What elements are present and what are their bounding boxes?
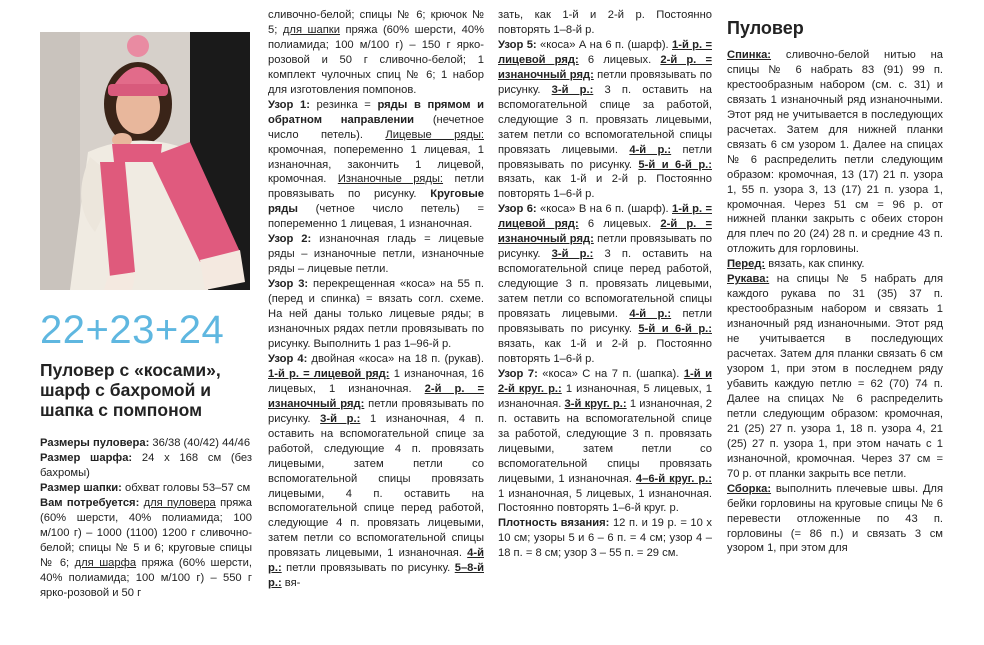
- pattern-5-row-3-text: 3 п. оставить на вспомогательной спице за работой, следующие 3 п. провязать лицевыми, затем петли со вспомогательной спицы провязать лицевыми.: [498, 83, 713, 156]
- pattern-4-row-3: 3-й р.:: [320, 412, 361, 425]
- assembly-paragraph: [727, 482, 943, 557]
- pattern-4-row-5-8-text: вя-: [284, 577, 301, 590]
- pattern-4-row-5-8: 5–8-й р.:: [268, 562, 485, 590]
- scarf-size-paragraph: [40, 451, 252, 481]
- pattern-4-label: Узор 4:: [268, 352, 308, 365]
- pattern-5-row-4-text: петли провязывать по рисунку.: [498, 143, 713, 171]
- materials-paragraph: [40, 496, 252, 601]
- materials-continued: [268, 8, 484, 98]
- pattern-title: Пуловер с «косами», шарф с бахромой и шапка с помпоном: [40, 360, 221, 420]
- pattern-7-round-4-6: 4–6-й круг. р.:: [635, 472, 712, 485]
- pattern-6-row-3: 3-й р.:: [551, 248, 594, 261]
- section-title-pullover: Пуловер: [727, 18, 804, 38]
- assembly-text: выполнить плечевые швы. Для бейки горловины на круговые спицы № 6 перевести отложенные по 43 п. горловины (= 86 п.) и связать 3 см узором 1, при этом для: [727, 482, 943, 555]
- pattern-4-text: двойная «коса» на 18 п. (рукав).: [311, 352, 485, 365]
- pattern-3-text: перекрещенная «коса» на 55 п. (перед и спинка) = вязать согл. схеме. На ней даны только лицевые ряды; в изнаночных рядах петли провязывать по рисунку. Выполнить 1 раз 1–96-й р.: [268, 278, 485, 350]
- column-2: [268, 8, 484, 591]
- pattern-6: [498, 202, 712, 366]
- hat-size-label: Размер шапки:: [40, 481, 122, 494]
- pattern-1-text: резинка =: [316, 98, 371, 111]
- sizes-paragraph: [40, 436, 252, 451]
- pattern-7: [498, 367, 712, 517]
- pattern-2: [268, 232, 484, 277]
- pattern-5-text: «коса» А на 6 п. (шарф).: [540, 38, 669, 51]
- scarf-size-label: Размер шарфа:: [40, 451, 133, 464]
- pattern-5-row-3: 3-й р.:: [551, 83, 594, 96]
- pattern-5: [498, 38, 712, 202]
- assembly-label: Сборка:: [727, 482, 772, 495]
- pattern-3-label: Узор 3:: [268, 278, 309, 291]
- pattern-7-round-1-2-text: 1 изнаночная, 5 лицевых, 1 изнаночная.: [498, 382, 712, 410]
- pattern-4: [268, 352, 484, 591]
- pattern-1: [268, 98, 484, 233]
- materials-cont-text: сливочно-белой; спицы № 6; крючок № 5;: [268, 9, 484, 36]
- pattern-4-row-2: 2-й р. = изнаночный ряд:: [268, 382, 485, 410]
- pattern-7-round-3: 3-й круг. р.:: [564, 397, 627, 410]
- materials-hat-text: пряжа (60% шерсти, 40% полиамида; 100 м/100 г) – 150 г ярко-розовой и 50 г сливочно-белой; 1 комплект чулочных спиц № 6; 1 набор для изготовления помпонов.: [268, 23, 485, 96]
- sizes-label: Размеры пуловера:: [40, 437, 150, 449]
- pattern-2-label: Узор 2:: [268, 233, 312, 246]
- pattern-4-continued: [498, 8, 712, 38]
- pattern-6-text: «коса» В на 6 п. (шарф).: [540, 203, 669, 216]
- sleeves-label: Рукава:: [727, 273, 770, 286]
- pattern-6-row-4-text: петли провязывать по рисунку.: [498, 308, 713, 336]
- pattern-7-text: «коса» С на 7 п. (шапка).: [542, 367, 680, 380]
- pattern-7-round-3-text: 1 изнаночная, 2 п. оставить на вспомогательной спице за работой, следующие 3 п. провязать лицевыми, затем петли со вспомогательной спицы провязать лицевыми, 1 изнаночная.: [498, 397, 712, 485]
- pattern-6-row-5-6: 5-й и 6-й р.:: [638, 323, 712, 336]
- pattern-1-note: (нечетное число петель).: [268, 113, 484, 141]
- back-text: сливочно-белой нитью на спицы № 6 набрать 83 (91) 99 п. крестообразным набором (см. с. 31) и связать 1 изнаночный ряд изнаночными. Этот ряд не учитывается в последующих расчетах. Затем для нижней планки связать 6 см узором 1. Далее на спицах № 6 распределить петли следующим образом: кромочная, 13 (17) 21 п. узора 1, 55 п. узора 3, 13 (17) 21 п. узора 1, кромочная. Через 51 см = 96 р. от нижней планки закрыть с обеих сторон для плеч по 20 (24) 28 п. и средние 43 п. отложить для горловины.: [727, 49, 944, 256]
- density-label: Плотность вязания:: [498, 517, 610, 530]
- pattern-6-row-2: 2-й р. = изнаночный ряд:: [498, 218, 712, 246]
- density-text: 12 п. и 19 р. = 10 х 10 см; узоры 5 и 6 – 6 п. = 4 см; узор 4 – 18 п. = 8 см; узор 3 – 55 п. = 29 см.: [498, 517, 713, 560]
- column-4: [727, 48, 943, 556]
- materials-scarf: для шарфа: [74, 556, 137, 569]
- pattern-4-row-3-text: 1 изнаночная, 4 п. оставить на вспомогательной спице за работой, следующие 4 п. провязать лицевыми, затем петли со вспомогательной спицы провязать лицевыми, 4 п. оставить на вспомогательной спице перед работой, следующие 4 п. провязать лицевыми, затем петли со вспомогательной спицы провязать лицевыми, 1 изнаночная.: [268, 412, 485, 560]
- column-1: [40, 436, 252, 600]
- pattern-5-row-5-6-text: вязать, как 1-й и 2-й р. Постоянно повторять 1–6-й р.: [498, 173, 712, 201]
- pattern-1-bold: ряды в прямом и обратном направлении: [268, 98, 484, 126]
- materials-label: Вам потребуется:: [40, 496, 140, 509]
- materials-hat: для шапки: [282, 23, 340, 36]
- pattern-6-row-4: 4-й р.:: [629, 308, 672, 321]
- purl-rows-label: Изнаночные ряды:: [337, 173, 444, 186]
- pattern-5-row-1: 1-й р. = лицевой ряд:: [498, 38, 712, 66]
- pattern-5-row-2-text: петли провязывать по рисунку.: [498, 68, 713, 96]
- pattern-6-row-5-6-text: вязать, как 1-й и 2-й р. Постоянно повторять 1–6-й р.: [498, 337, 712, 365]
- pattern-5-row-1-text: 6 лицевых.: [587, 53, 652, 66]
- pattern-3: [268, 277, 484, 352]
- hat-size-text: обхват головы 53–57 см: [125, 481, 251, 494]
- pattern-4-row-4: 4-й р.:: [268, 547, 484, 575]
- face-rows-text: кромочная, попеременно 1 лицевая, 1 изнаночная, закончить 1 лицевой, кромочная.: [268, 143, 484, 186]
- pattern-6-row-1: 1-й р. = лицевой ряд:: [498, 203, 712, 231]
- pattern-2-text: изнаночная гладь = лицевые ряды – изнаночные петли, изнаночные ряды – лицевые петли.: [268, 233, 484, 276]
- pattern-7-label: Узор 7:: [498, 367, 538, 380]
- sizes-text: 36/38 (40/42) 44/46: [152, 437, 251, 449]
- materials-text-1: пряжа (60% шерсти, 40% полиамида; 100 м/100 г) – 1000 (1100) 1200 г сливочно-белой; спицы № 5 и 6; круговые спицы № 6;: [40, 496, 252, 569]
- front-label: Перед:: [727, 258, 766, 271]
- pattern-number: 22+23+24: [40, 308, 225, 352]
- sleeves-text: на спицы № 5 набрать для каждого рукава по 31 (35) 37 п. крестообразным набором и связать 1 изнаночный ряд изнаночными. Этот ряд не учитывается в последующих расчетах. Затем для планки связать 6 см узором 1, при этом в последнем ряду убавить каждую петлю = 62 (70) 74 п. Далее на спицах № 6 распределить петли следующим образом: кромочная, 21 (25) 27 п. узора 1, 18 п. узора 4, 21 (25) 27 п. узора 1, при этом начать с 1 изнаночной, кромочная. Через 37 см = 70 р. от планки закрыть все петли.: [727, 273, 944, 480]
- pattern-7-round-1-2: 1-й и 2-й круг. р.:: [498, 367, 713, 395]
- pattern-5-row-2: 2-й р. = изнаночный ряд:: [498, 53, 712, 81]
- pattern-4-row-2-text: петли провязывать по рисунку.: [268, 397, 485, 425]
- scarf-size-text: 24 х 168 см (без бахромы): [40, 451, 252, 479]
- pattern-6-label: Узор 6:: [498, 203, 537, 216]
- pattern-6-row-3-text: 3 п. оставить на вспомогательной спице перед работой, следующие 3 п. провязать лицевыми, затем петли со вспомогательной спицы провязать лицевыми.: [498, 248, 713, 321]
- pattern-4-row-4-text: петли провязывать по рисунку.: [286, 562, 451, 575]
- pattern-4-cont-text: зать, как 1-й и 2-й р. Постоянно повторять 1–8-й р.: [498, 9, 712, 36]
- face-rows-label: Лицевые ряды:: [385, 128, 484, 141]
- pattern-1-label: Узор 1:: [268, 98, 310, 111]
- round-rows-text: (четное число петель) = попеременно 1 лицевая, 1 изнаночная.: [268, 203, 484, 231]
- model-photo: [40, 32, 250, 290]
- pattern-4-row-1-text: 1 изнаночная, 16 лицевых, 1 изнаночная.: [268, 367, 485, 395]
- pattern-5-row-5-6: 5-й и 6-й р.:: [638, 158, 712, 171]
- pattern-7-round-4-6-text: 1 изнаночная, 5 лицевых, 1 изнаночная. Постоянно повторять 1–6-й круг. р.: [498, 487, 712, 515]
- pattern-6-row-1-text: 6 лицевых.: [587, 218, 652, 231]
- pattern-5-label: Узор 5:: [498, 38, 537, 51]
- materials-text-2: пряжа (60% шерсти, 40% полиамида; 100 м/100 г) – 550 г ярко-розовой и 50 г: [40, 556, 252, 599]
- sleeves-paragraph: [727, 272, 943, 481]
- model-photo-illustration: [40, 32, 250, 290]
- density-paragraph: [498, 516, 712, 561]
- pattern-4-row-1: 1-й р. = лицевой ряд:: [268, 367, 390, 380]
- front-paragraph: [727, 257, 943, 272]
- materials-pullover: для пуловера: [143, 496, 216, 509]
- pattern-5-row-4: 4-й р.:: [629, 143, 672, 156]
- column-3: [498, 8, 712, 561]
- front-text: вязать, как спинку.: [768, 258, 865, 271]
- round-rows-label: Круговые ряды: [268, 188, 484, 216]
- back-paragraph: [727, 48, 943, 257]
- pattern-6-row-2-text: петли провязывать по рисунку.: [498, 233, 713, 261]
- back-label: Спинка:: [727, 49, 772, 61]
- hat-size-paragraph: [40, 481, 252, 496]
- purl-rows-text: петли провязывать по рисунку.: [268, 173, 485, 201]
